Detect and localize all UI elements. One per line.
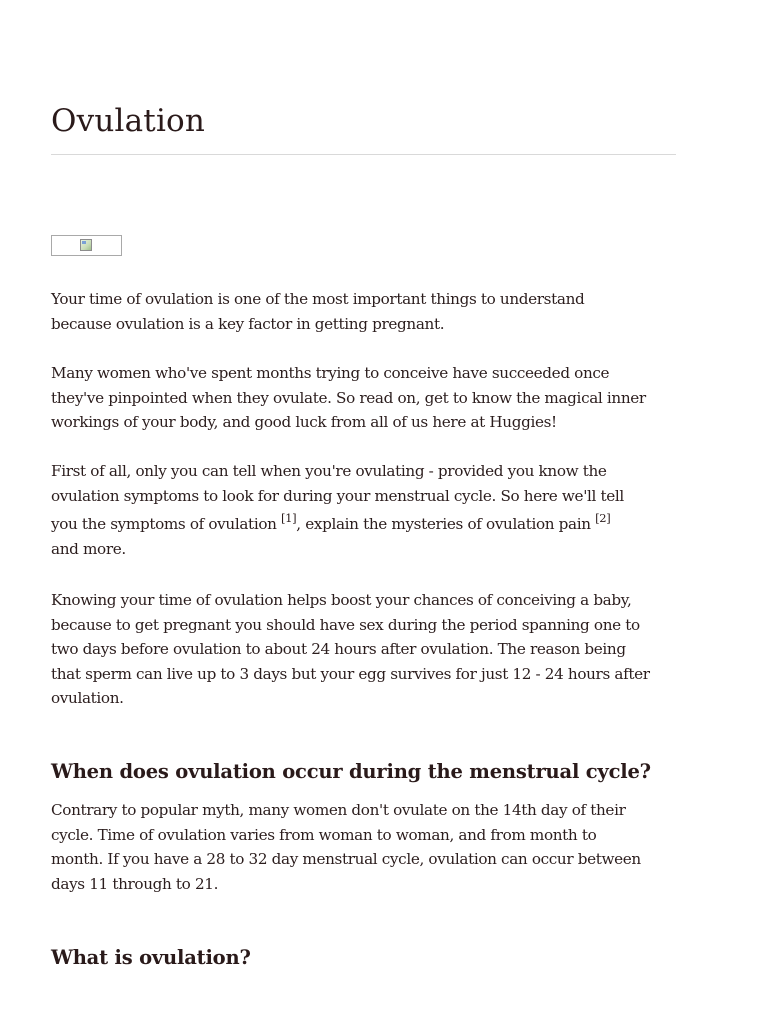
timing-paragraph (51, 588, 676, 711)
section-heading-when: When does ovulation occur during the menstrual cycle? (51, 760, 651, 783)
paragraph-line: First of all, only you can tell when you're ovulating - provided you know the (51, 462, 607, 480)
broken-image-placeholder (51, 235, 122, 256)
paragraph-line: because to get pregnant you should have sex during the period spanning one to (51, 615, 640, 634)
intro-paragraph (51, 287, 676, 336)
paragraph-text: , explain the mysteries of ovulation pain (296, 515, 596, 533)
paragraph-line: ovulation. (51, 689, 124, 707)
paragraph-line: two days before ovulation to about 24 hours after ovulation. The reason being (51, 640, 626, 658)
paragraph-line (51, 512, 676, 537)
paragraph-line: Many women who've spent months trying to conceive have succeeded once (51, 364, 610, 382)
paragraph-line: because ovulation is a key factor in getting pregnant. (51, 314, 445, 333)
success-paragraph (51, 361, 676, 435)
paragraph-line: cycle. Time of ovulation varies from woman to woman, and from month to (51, 825, 597, 844)
reference-link-2[interactable]: [2] (595, 511, 611, 525)
paragraph-text: you the symptoms of ovulation (51, 515, 282, 533)
paragraph-line: workings of your body, and good luck from all of us here at Huggies! (51, 413, 557, 431)
symptoms-paragraph (51, 459, 676, 561)
reference-link-1[interactable]: [1] (281, 511, 297, 525)
section-heading-what: What is ovulation? (51, 946, 251, 969)
paragraph-line: month. If you have a 28 to 32 day menstrual cycle, ovulation can occur between (51, 850, 641, 868)
page-title: Ovulation (51, 103, 206, 139)
paragraph-line: Contrary to popular myth, many women don't ovulate on the 14th day of their (51, 801, 626, 819)
paragraph-line: ovulation symptoms to look for during your menstrual cycle. So here we'll tell (51, 486, 624, 505)
title-divider (51, 154, 676, 155)
paragraph-line: that sperm can live up to 3 days but your egg survives for just 12 - 24 hours after (51, 664, 650, 683)
paragraph-line: and more. (51, 539, 126, 558)
paragraph-line: days 11 through to 21. (51, 874, 219, 893)
paragraph-line: Knowing your time of ovulation helps boost your chances of conceiving a baby, (51, 591, 632, 609)
paragraph-line: they've pinpointed when they ovulate. So read on, get to know the magical inner (51, 388, 646, 407)
cycle-paragraph (51, 798, 676, 896)
paragraph-line: Your time of ovulation is one of the most important things to understand (51, 290, 585, 308)
broken-image-icon (80, 239, 92, 251)
